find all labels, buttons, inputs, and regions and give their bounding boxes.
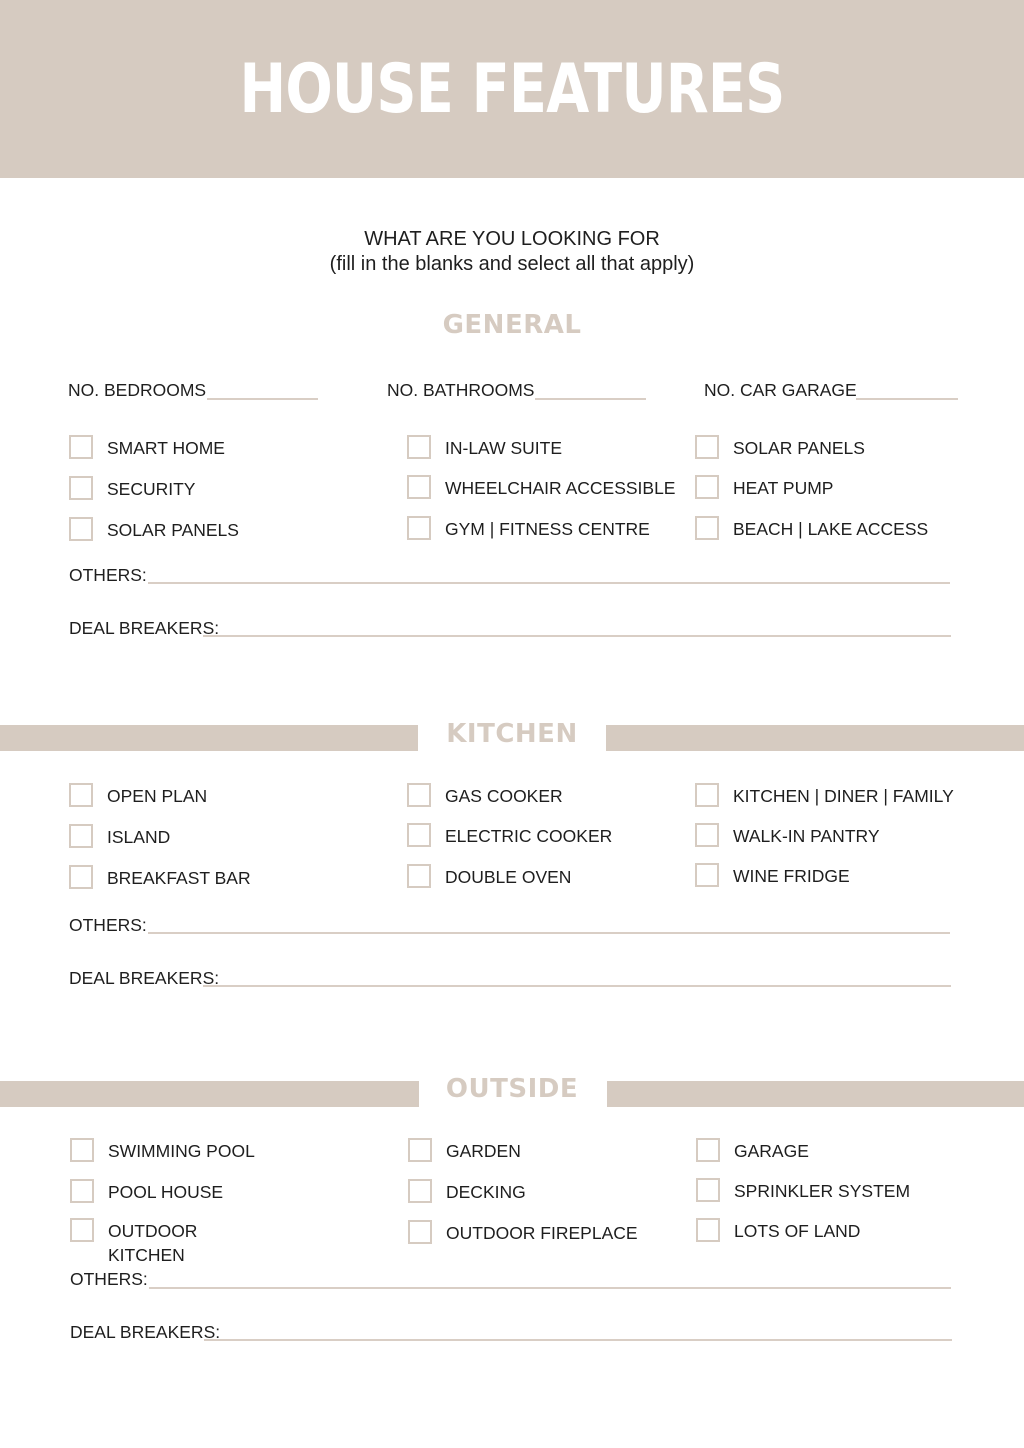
others-field[interactable] <box>149 1287 951 1289</box>
checkbox-icon[interactable] <box>69 865 93 889</box>
checkbox-icon[interactable] <box>696 1138 720 1162</box>
checkbox-label: GARAGE <box>734 1141 809 1161</box>
checkbox-label: POOL HOUSE <box>108 1182 224 1202</box>
checkbox-label: DOUBLE OVEN <box>445 867 572 887</box>
checkbox-label: GARDEN <box>446 1141 521 1161</box>
deal-breakers-label: DEAL BREAKERS: <box>69 968 220 988</box>
checkbox-icon[interactable] <box>70 1218 94 1242</box>
checkbox-icon[interactable] <box>69 783 93 807</box>
checkbox-icon[interactable] <box>70 1179 94 1203</box>
checkbox-label: OUTDOOR FIREPLACE <box>446 1223 638 1243</box>
deal-breakers-label: DEAL BREAKERS: <box>69 618 220 638</box>
checkbox-icon[interactable] <box>695 863 719 887</box>
others-label: OTHERS: <box>69 565 147 585</box>
bedrooms-field[interactable] <box>207 398 318 400</box>
section-title-kitchen: KITCHEN <box>446 719 578 749</box>
checkbox-label: LOTS OF LAND <box>734 1221 861 1241</box>
checkbox-label: HEAT PUMP <box>733 478 834 498</box>
checkbox-icon[interactable] <box>407 475 431 499</box>
checkbox-label: SECURITY <box>107 479 196 499</box>
garage-label: NO. CAR GARAGE <box>704 380 857 400</box>
checkbox-icon[interactable] <box>407 783 431 807</box>
checkbox-icon[interactable] <box>695 475 719 499</box>
section-title-outside: OUTSIDE <box>445 1074 579 1104</box>
checkbox-icon[interactable] <box>695 516 719 540</box>
checkbox-icon[interactable] <box>407 435 431 459</box>
checkbox-icon[interactable] <box>408 1138 432 1162</box>
bathrooms-label: NO. BATHROOMS <box>387 380 535 400</box>
checkbox-icon[interactable] <box>69 824 93 848</box>
checkbox-label: WALK-IN PANTRY <box>733 826 880 846</box>
header-banner <box>0 0 1024 178</box>
others-label: OTHERS: <box>69 915 147 935</box>
checkbox-label: SWIMMING POOL <box>108 1141 255 1161</box>
checkbox-icon[interactable] <box>407 823 431 847</box>
checkbox-label: KITCHEN | DINER | FAMILY <box>733 786 954 806</box>
checkbox-icon[interactable] <box>695 823 719 847</box>
garage-field[interactable] <box>856 398 958 400</box>
bathrooms-field[interactable] <box>535 398 646 400</box>
checkbox-label: OUTDOOR <box>108 1221 198 1241</box>
checkbox-icon[interactable] <box>695 435 719 459</box>
checkbox-label: DECKING <box>446 1182 526 1202</box>
checkbox-label: SOLAR PANELS <box>107 520 239 540</box>
checkbox-label: OPEN PLAN <box>107 786 208 806</box>
checkbox-icon[interactable] <box>69 517 93 541</box>
intro-instructions: (fill in the blanks and select all that apply) <box>329 253 695 275</box>
checkbox-icon[interactable] <box>407 516 431 540</box>
checkbox-icon[interactable] <box>696 1218 720 1242</box>
intro-heading: WHAT ARE YOU LOOKING FOR <box>364 228 660 250</box>
checkbox-label-line2: KITCHEN <box>108 1245 185 1265</box>
checkbox-label: BREAKFAST BAR <box>107 868 251 888</box>
checkbox-label: ISLAND <box>107 827 171 847</box>
checkbox-label: IN-LAW SUITE <box>445 438 562 458</box>
checkbox-label: SPRINKLER SYSTEM <box>734 1181 911 1201</box>
others-field[interactable] <box>148 932 950 934</box>
checkbox-label: ELECTRIC COOKER <box>445 826 613 846</box>
checkbox-icon[interactable] <box>407 864 431 888</box>
deal-breakers-field[interactable] <box>203 635 951 637</box>
checkbox-icon[interactable] <box>69 435 93 459</box>
checkbox-label: BEACH | LAKE ACCESS <box>733 519 929 539</box>
checkbox-label: SOLAR PANELS <box>733 438 865 458</box>
checkbox-label: SMART HOME <box>107 438 225 458</box>
checkbox-label: WHEELCHAIR ACCESSIBLE <box>445 478 676 498</box>
section-title-general: GENERAL <box>442 310 582 340</box>
others-label: OTHERS: <box>70 1269 148 1289</box>
checkbox-icon[interactable] <box>408 1179 432 1203</box>
page-title: HOUSE FEATURES <box>239 50 785 129</box>
checkbox-label: WINE FRIDGE <box>733 866 850 886</box>
checkbox-icon[interactable] <box>696 1178 720 1202</box>
deal-breakers-label: DEAL BREAKERS: <box>70 1322 221 1342</box>
checkbox-icon[interactable] <box>70 1138 94 1162</box>
deal-breakers-field[interactable] <box>204 1339 952 1341</box>
checkbox-icon[interactable] <box>695 783 719 807</box>
checkbox-label: GAS COOKER <box>445 786 563 806</box>
checkbox-label: GYM | FITNESS CENTRE <box>445 519 650 539</box>
checkbox-icon[interactable] <box>408 1220 432 1244</box>
bedrooms-label: NO. BEDROOMS <box>68 380 207 400</box>
others-field[interactable] <box>148 582 950 584</box>
checkbox-icon[interactable] <box>69 476 93 500</box>
deal-breakers-field[interactable] <box>203 985 951 987</box>
